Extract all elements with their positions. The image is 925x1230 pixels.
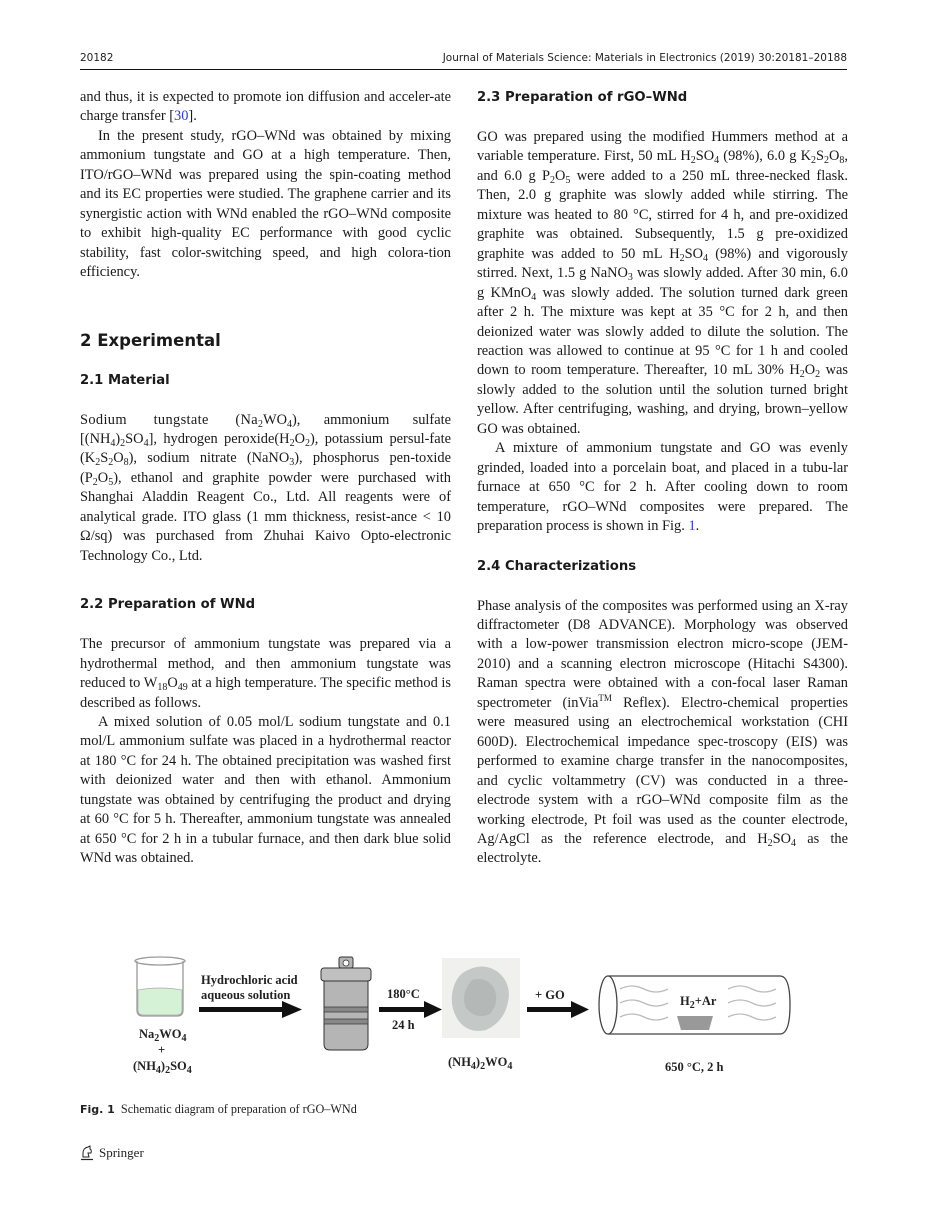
figure-caption: [80, 1102, 357, 1117]
intro-paragraph-1: and thus, it is expected to promote ion diffusion and acceler-ate charge transfer [30].: [80, 89, 451, 125]
citation-link[interactable]: 30: [174, 108, 189, 125]
wnd-paragraph-2: A mixed solution of 0.05 mol/L sodium tungstate and 0.1 mol/L ammonium sulfate was placed in a hydrothermal reactor at 180 °C for 24 h. The obtained precipitation was washed first with deionized water and then with ethanol. Ammonium tungstate was obtained by centrifuging the product and drying at 60 °C for 5 h. Thereafter, ammonium tungstate was annealed at 650 °C for 2 h in a tubular furnace, and then dark blue solid WNd was obtained.: [80, 713, 451, 867]
label-nh4-2wo4: $(NH_4)_2WO_4$: [448, 1055, 513, 1072]
arrow-3: [527, 1001, 589, 1018]
go-paragraph-2: A mixture of ammonium tungstate and GO was evenly grinded, loaded into a porcelain boat, and placed in a tubu-lar furnace at 650 °C for 2 h. After cooling down to room temperature, rGO–WNd composites were prepared. The preparation process is shown in Fig. 1.: [477, 440, 848, 535]
publisher-name: Springer: [99, 1145, 144, 1160]
intro-paragraph-2: In the present study, rGO–WNd was obtained by mixing ammonium tungstate and GO at a high temperature. Then, ITO/rGO–WNd was prepared using the spin-coating method and its EC properties were studied. The graphene carrier and its synergistic action with WNd enabled the rGO–WNd composite to exhibit high-quality EC performance with good cyclic stability, fast color-switching speed, and high colora-tion efficiency.: [80, 127, 451, 281]
arrow-2: [379, 1001, 442, 1018]
label-180c: 180°C: [387, 987, 420, 1001]
label-na2wo4: $Na_2WO_4$: [139, 1027, 187, 1044]
label-plus-go: + GO: [535, 988, 565, 1002]
figure-link[interactable]: 1: [688, 518, 696, 535]
label-hydrochloric-acid: Hydrochloric acid: [201, 973, 298, 987]
label-aqueous-solution: aqueous solution: [201, 988, 291, 1002]
arrow-1: [199, 1001, 302, 1018]
figure-1-schematic: [120, 950, 810, 1080]
subsection-heading-material: 2.1 Material: [80, 372, 170, 388]
page-number: 20182: [80, 52, 114, 64]
figure-caption-text: Schematic diagram of preparation of rGO–WNd: [120, 1102, 357, 1116]
journal-citation: Journal of Materials Science: Materials in Electronics (2019) 30:20181–20188: [442, 52, 847, 64]
publisher-footer: [80, 1145, 144, 1161]
label-24h: 24 h: [392, 1018, 415, 1032]
subsection-heading-characterizations: 2.4 Characterizations: [477, 558, 637, 574]
subsection-heading-preparation-wnd: 2.2 Preparation of WNd: [80, 597, 256, 613]
material-paragraph: Sodium tungstate $(Na_2WO_4)$, ammonium sulfate $[(NH_4)_2SO_4]$, hydrogen $peroxide(H_2O_2)$, potassium persul-fate $(K_2S_2O_8)$, sodium nitrate (NaNO$_3$), phosphorus pen-toxide $(P_2O_5)$, ethanol and graphite powder were purchased with Shanghai Aladdin Reagent Co., Ltd. All reagents were of analytical grade. ITO glass (1 mm thickness, resist-ance < 10 Ω/sq) was purchased from Zhuhai Kaivo Opto-electronic Technology Co., Ltd.: [80, 411, 451, 564]
subsection-heading-preparation-rgo-wnd: 2.3 Preparation of rGO–WNd: [477, 90, 688, 105]
header-rule: [80, 69, 847, 70]
right-column: [477, 88, 848, 869]
powder-photo: [442, 958, 520, 1038]
porcelain-boat-icon: [677, 1016, 713, 1030]
wnd-paragraph-1: The precursor of ammonium tungstate was prepared via a hydrothermal method, and then ammonium tungstate was reduced to $W_{18}O_{49}$ at a high temperature. The specific method is described as follows.: [80, 636, 451, 711]
characterization-paragraph: Phase analysis of the composites was performed using an X-ray diffractometer (D8 ADVANCE). Morphology was observed with a low-power transmission electron micro-scope (JEM-2010) and a scanning electron microscope (Hitachi S4300). Raman spectra were obtained with a con-focal laser Raman spectrometer (inVia™ Reflex). Electro-chemical properties were measured using an electrochemical workstation (CHI 600D). Electrochemical impedance spec-troscopy (EIS) was performed to examine charge transfer in the nanocomposites, and cyclic voltammetry (CV) was conducted in a three-electrode system with a rGO–WNd composite film as the working electrode, Pt foil was used as the counter electrode, Ag/AgCl as the reference electrode, and $H_2SO_4$ as the electrolyte.: [477, 597, 849, 867]
label-h2-ar: $H_2+Ar$: [680, 994, 717, 1011]
autoclave-reactor-icon: [321, 957, 371, 1050]
label-650c-2h: 650 °C, 2 h: [665, 1060, 724, 1074]
section-heading-experimental: 2 Experimental: [80, 330, 221, 350]
springer-knight-logo-icon: [80, 1145, 94, 1161]
figure-caption-label: Fig. 1: [80, 1103, 115, 1116]
beaker-icon: [135, 957, 185, 1016]
running-header: [80, 50, 847, 70]
label-plus: +: [158, 1043, 166, 1057]
go-paragraph-1: GO was prepared using the modified Hummers method at a variable temperature. First, 50 mL $H_2SO_4$ (98%), 6.0 g $K_2S_2O_8$, and 6.0 g $P_2O_5$ were added to a 250 mL three-necked flask. Then, 2.0 g graphite was slowly added while stirring. The mixture was heated to 80 °C, stirred for 4 h, and pre-oxidized graphite was obtained. Subsequently, 1.5 g pre-oxidized graphite was added to 50 mL $H_2SO_4$ (98%) and vigorously stirred. Next, 1.5 g NaNO$_3$ was slowly added. After 30 min, 6.0 g KMnO$_4$ was slowly added. The solution turned dark green after 2 h. The mixture was kept at 35 °C for 2 h, and then deionized water was slowly added to dilute the solution. The reaction was allowed to continue at 95 °C for 1 h and cooled down to room temperature. Thereafter, 10 mL 30% $H_2O_2$ was slowly added to the solution until the solution turned bright yellow. After centrifuging, washing, and drying, brown–yellow GO was obtained.: [477, 129, 849, 437]
label-nh4-2so4: $(NH_4)_2SO_4$: [133, 1059, 192, 1076]
left-column: [80, 88, 451, 869]
